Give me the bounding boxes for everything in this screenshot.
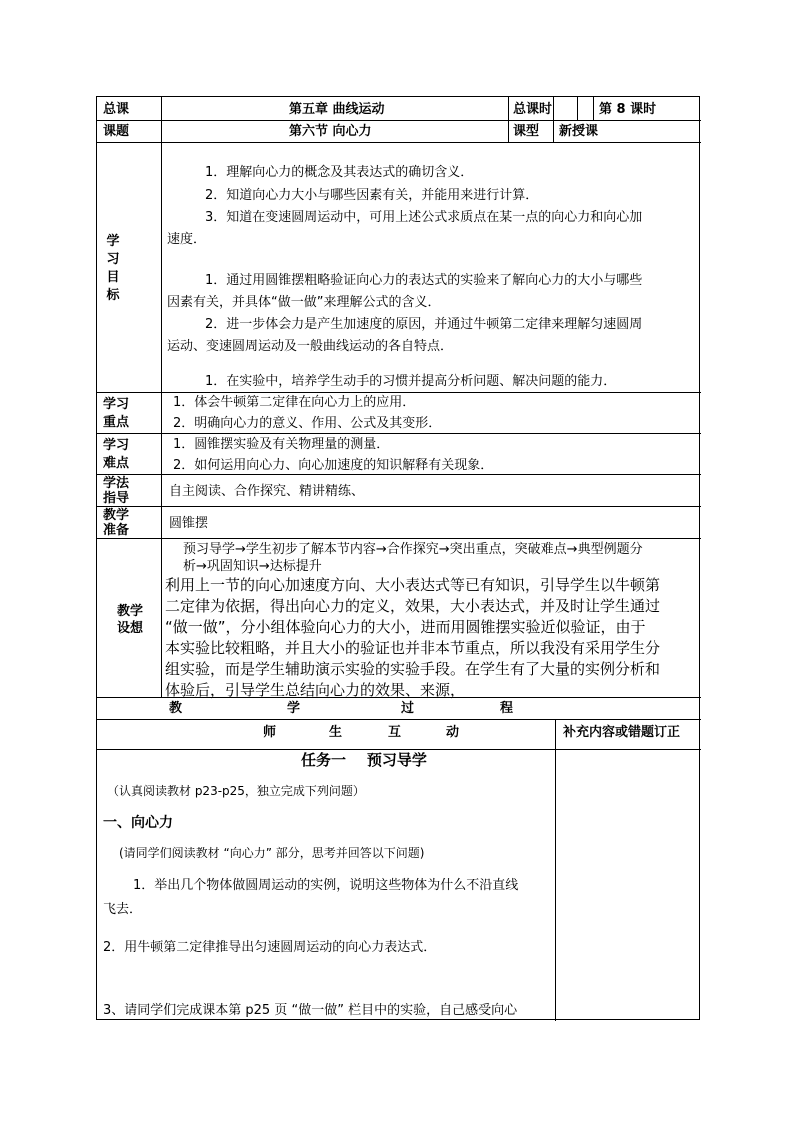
- goal-item: 1．理解向心力的概念及其表达式的确切含义．: [205, 165, 474, 180]
- goal-item: 2．知道向心力大小与哪些因素有关，并能用来进行计算．: [205, 188, 539, 203]
- difficulty-item: 1．圆锥摆实验及有关物理量的测量．: [173, 437, 390, 452]
- type-label: 课型: [513, 124, 540, 139]
- design-line: 体验后，引导学生总结向心力的效果、来源，: [165, 681, 466, 699]
- focus-item: 1．体会牛顿第二定律在向心力上的应用．: [173, 395, 416, 410]
- focus-label: 重点: [103, 415, 130, 430]
- col-divider: [577, 97, 578, 120]
- topic-label: 课题: [103, 124, 130, 139]
- process-char: 教: [169, 701, 183, 716]
- row-divider: [97, 142, 701, 143]
- design-line: 二定律为依据，得出向心力的定义，效果，大小表达式，并及时让学生通过: [165, 597, 661, 615]
- prep-value: 圆锥摆: [169, 516, 209, 531]
- sub-instruction: (请同学们阅读教材 “向心力” 部分，思考并回答以下问题): [119, 846, 425, 860]
- difficulty-label: 难点: [103, 456, 130, 471]
- difficulty-item: 2．如何运用向心力、向心加速度的知识解释有关现象．: [173, 458, 494, 473]
- goals-label: 学 习 目 标: [106, 234, 120, 303]
- row-divider: [97, 474, 701, 475]
- prep-label: 准备: [103, 523, 130, 538]
- process-char: 学: [287, 701, 301, 716]
- row-divider: [97, 749, 701, 750]
- col-divider: [161, 97, 162, 697]
- process-char: 过: [401, 701, 415, 716]
- question-1-cont: 飞去．: [103, 902, 143, 917]
- row-divider: [97, 538, 701, 539]
- type-value: 新授课: [559, 124, 599, 139]
- design-line: 析→巩固知识→达标提升: [183, 559, 322, 574]
- section-heading: 一、向心力: [103, 815, 173, 831]
- task-instruction: （认真阅读教材 p23-p25，独立完成下列问题）: [107, 784, 365, 798]
- col-divider: [508, 97, 509, 142]
- goal-item: 速度．: [167, 232, 207, 247]
- method-label: 指导: [103, 491, 130, 506]
- method-value: 自主阅读、合作探究、精讲精练、: [169, 484, 365, 499]
- design-label: 教学: [117, 604, 144, 619]
- chapter-title: 第五章 曲线运动: [289, 102, 385, 117]
- question-3: 3、请同学们完成课本第 p25 页 “做一做” 栏目中的实验，自己感受向心: [103, 1003, 518, 1018]
- row-divider: [97, 506, 701, 507]
- col-divider: [555, 719, 556, 1021]
- row-divider: [97, 120, 701, 121]
- process-char: 程: [500, 701, 514, 716]
- design-label: 设想: [117, 621, 144, 636]
- interaction-char: 师: [263, 725, 277, 740]
- lesson-plan-table: [96, 96, 700, 1020]
- design-line: “做一做”，分小组体验向心力的大小，进而用圆锥摆实验近似验证，由于: [165, 618, 646, 636]
- row-divider: [97, 433, 701, 434]
- lesson-number: 第 8 课时: [599, 102, 657, 117]
- goal-item: 1．通过用圆锥摆粗略验证向心力的表达式的实验来了解向心力的大小与哪些: [205, 273, 643, 288]
- question-1: 1．举出几个物体做圆周运动的实例，说明这些物体为什么不沿直线: [133, 878, 519, 893]
- supplement-header: 补充内容或错题订正: [563, 725, 681, 740]
- focus-item: 2．明确向心力的意义、作用、公式及其变形．: [173, 416, 442, 431]
- prep-label: 教学: [103, 508, 130, 523]
- focus-label: 学习: [103, 397, 130, 412]
- goal-item: 2．进一步体会力是产生加速度的原因，并通过牛顿第二定律来理解匀速圆周: [205, 317, 643, 332]
- section-title: 第六节 向心力: [289, 124, 372, 139]
- design-line: 组实验，而是学生辅助演示实验的实验手段。在学生有了大量的实例分析和: [165, 660, 661, 678]
- goal-item: 1．在实验中，培养学生动手的习惯并提高分析问题、解决问题的能力．: [205, 374, 617, 389]
- total-hours-label: 总课时: [513, 102, 553, 117]
- goal-item: 因素有关，并具体“做一做”来理解公式的含义．: [167, 295, 441, 310]
- design-line: 利用上一节的向心加速度方向、大小表达式等已有知识，引导学生以牛顿第: [165, 576, 661, 594]
- goal-item: 3．知道在变速圆周运动中，可用上述公式求质点在某一点的向心力和向心加: [205, 210, 643, 225]
- design-line: 预习导学→学生初步了解本节内容→合作探究→突出重点，突破难点→典型例题分: [183, 542, 643, 557]
- task-title: 任务一 预习导学: [301, 751, 427, 769]
- col-divider: [593, 97, 594, 120]
- interaction-char: 互: [388, 725, 402, 740]
- interaction-char: 生: [329, 725, 343, 740]
- zongke-label: 总课: [103, 102, 130, 117]
- col-divider: [553, 97, 554, 142]
- goal-item: 运动、变速圆周运动及一般曲线运动的各自特点．: [167, 339, 454, 354]
- difficulty-label: 学习: [103, 438, 130, 453]
- interaction-char: 动: [446, 725, 460, 740]
- design-line: 本实验比较粗略，并且大小的验证也并非本节重点，所以我没有采用学生分: [165, 639, 661, 657]
- method-label: 学法: [103, 476, 130, 491]
- question-2: 2．用牛顿第二定律推导出匀速圆周运动的向心力表达式．: [103, 940, 437, 955]
- row-divider: [97, 392, 701, 393]
- row-divider: [97, 719, 701, 720]
